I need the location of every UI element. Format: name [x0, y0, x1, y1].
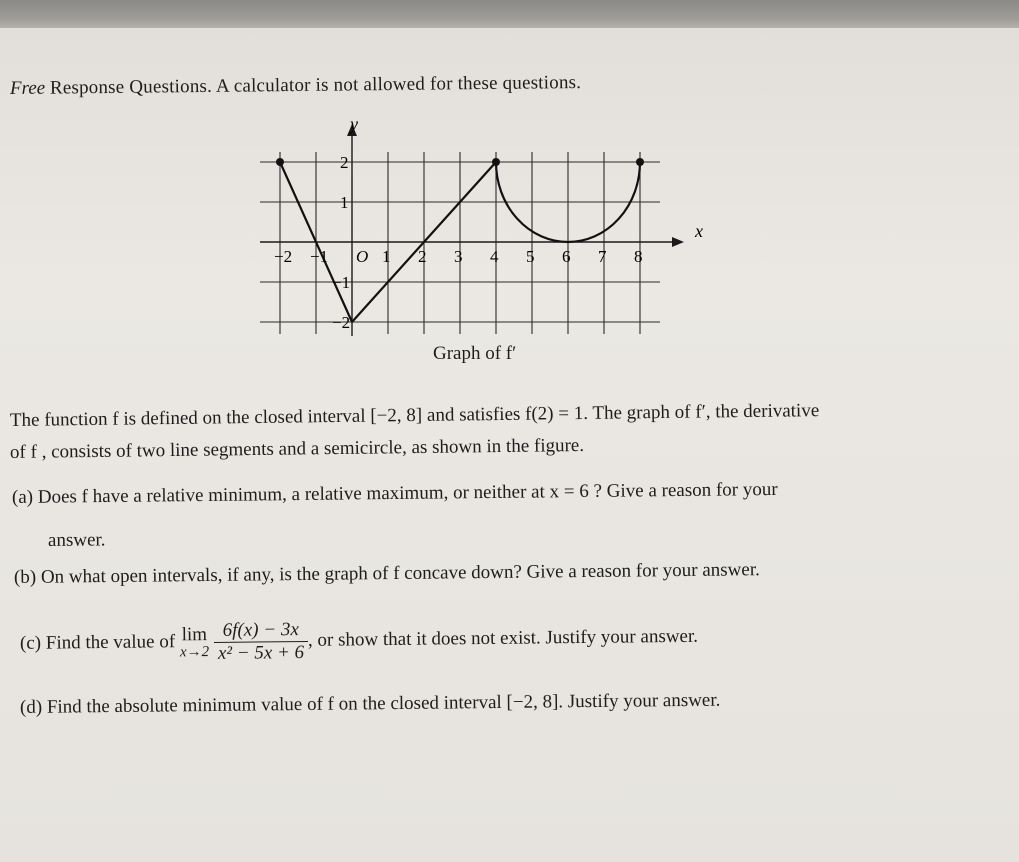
question-c-prefix: (c) Find the value of [19, 631, 176, 654]
endpoint-dot [276, 158, 284, 166]
fraction-numerator: 6f(x) − 3x [214, 619, 308, 643]
y-tick-label: −1 [332, 273, 351, 292]
x-tick-label: 8 [634, 247, 643, 266]
y-tick-label: 2 [340, 153, 349, 172]
y-axis-label: y [350, 114, 358, 134]
question-b: (b) On what open intervals, if any, is the graph of f concave down? Give a reason for your answer. [13, 559, 760, 588]
graph-axes [260, 124, 684, 336]
y-tick-label: −2 [332, 313, 351, 332]
x-tick-label: 4 [490, 247, 499, 266]
x-tick-label: 1 [382, 247, 391, 266]
x-tick-label: 7 [598, 247, 607, 266]
header-free: Free [9, 77, 46, 99]
x-tick-label: O [356, 247, 369, 266]
x-tick-label: −2 [274, 247, 293, 266]
limit-fraction [214, 619, 309, 665]
limit-operator [180, 624, 210, 661]
x-tick-label: 6 [562, 247, 571, 266]
x-axis-label: x [695, 221, 703, 241]
x-tick-label: 3 [454, 247, 463, 266]
graph-grid [260, 152, 660, 334]
x-tick-label: 5 [526, 247, 535, 266]
question-a-line-1: (a) Does f have a relative minimum, a relative maximum, or neither at x = 6 ? Give a reason for your [11, 478, 778, 508]
x-axis-arrow [672, 237, 684, 247]
x-tick-label: 2 [418, 247, 427, 266]
x-tick-label: −1 [310, 247, 329, 266]
paragraph-line-1: The function f is defined on the closed interval [−2, 8] and satisfies f(2) = 1. The graph of f′, the derivative [9, 400, 820, 431]
derivative-graph [255, 112, 715, 342]
endpoint-dot [492, 158, 500, 166]
question-a-line-2: answer. [47, 529, 106, 551]
question-c-suffix: , or show that it does not exist. Justify your answer. [307, 625, 699, 651]
limit-subscript: x→2 [179, 644, 210, 661]
paragraph-line-2: of f , consists of two line segments and a semicircle, as shown in the figure. [9, 434, 585, 463]
question-d: (d) Find the absolute minimum value of f on the closed interval [−2, 8]. Justify your answer. [19, 689, 721, 718]
fraction-denominator: x² − 5x + 6 [217, 642, 305, 664]
y-tick-label: 1 [340, 193, 349, 212]
header-text: Response Questions. A calculator is not allowed for these questions. [49, 72, 582, 99]
endpoint-dot [636, 158, 644, 166]
limit-word: lim [181, 624, 208, 646]
graph-caption: Graph of f′ [433, 343, 517, 364]
question-c [20, 615, 698, 667]
